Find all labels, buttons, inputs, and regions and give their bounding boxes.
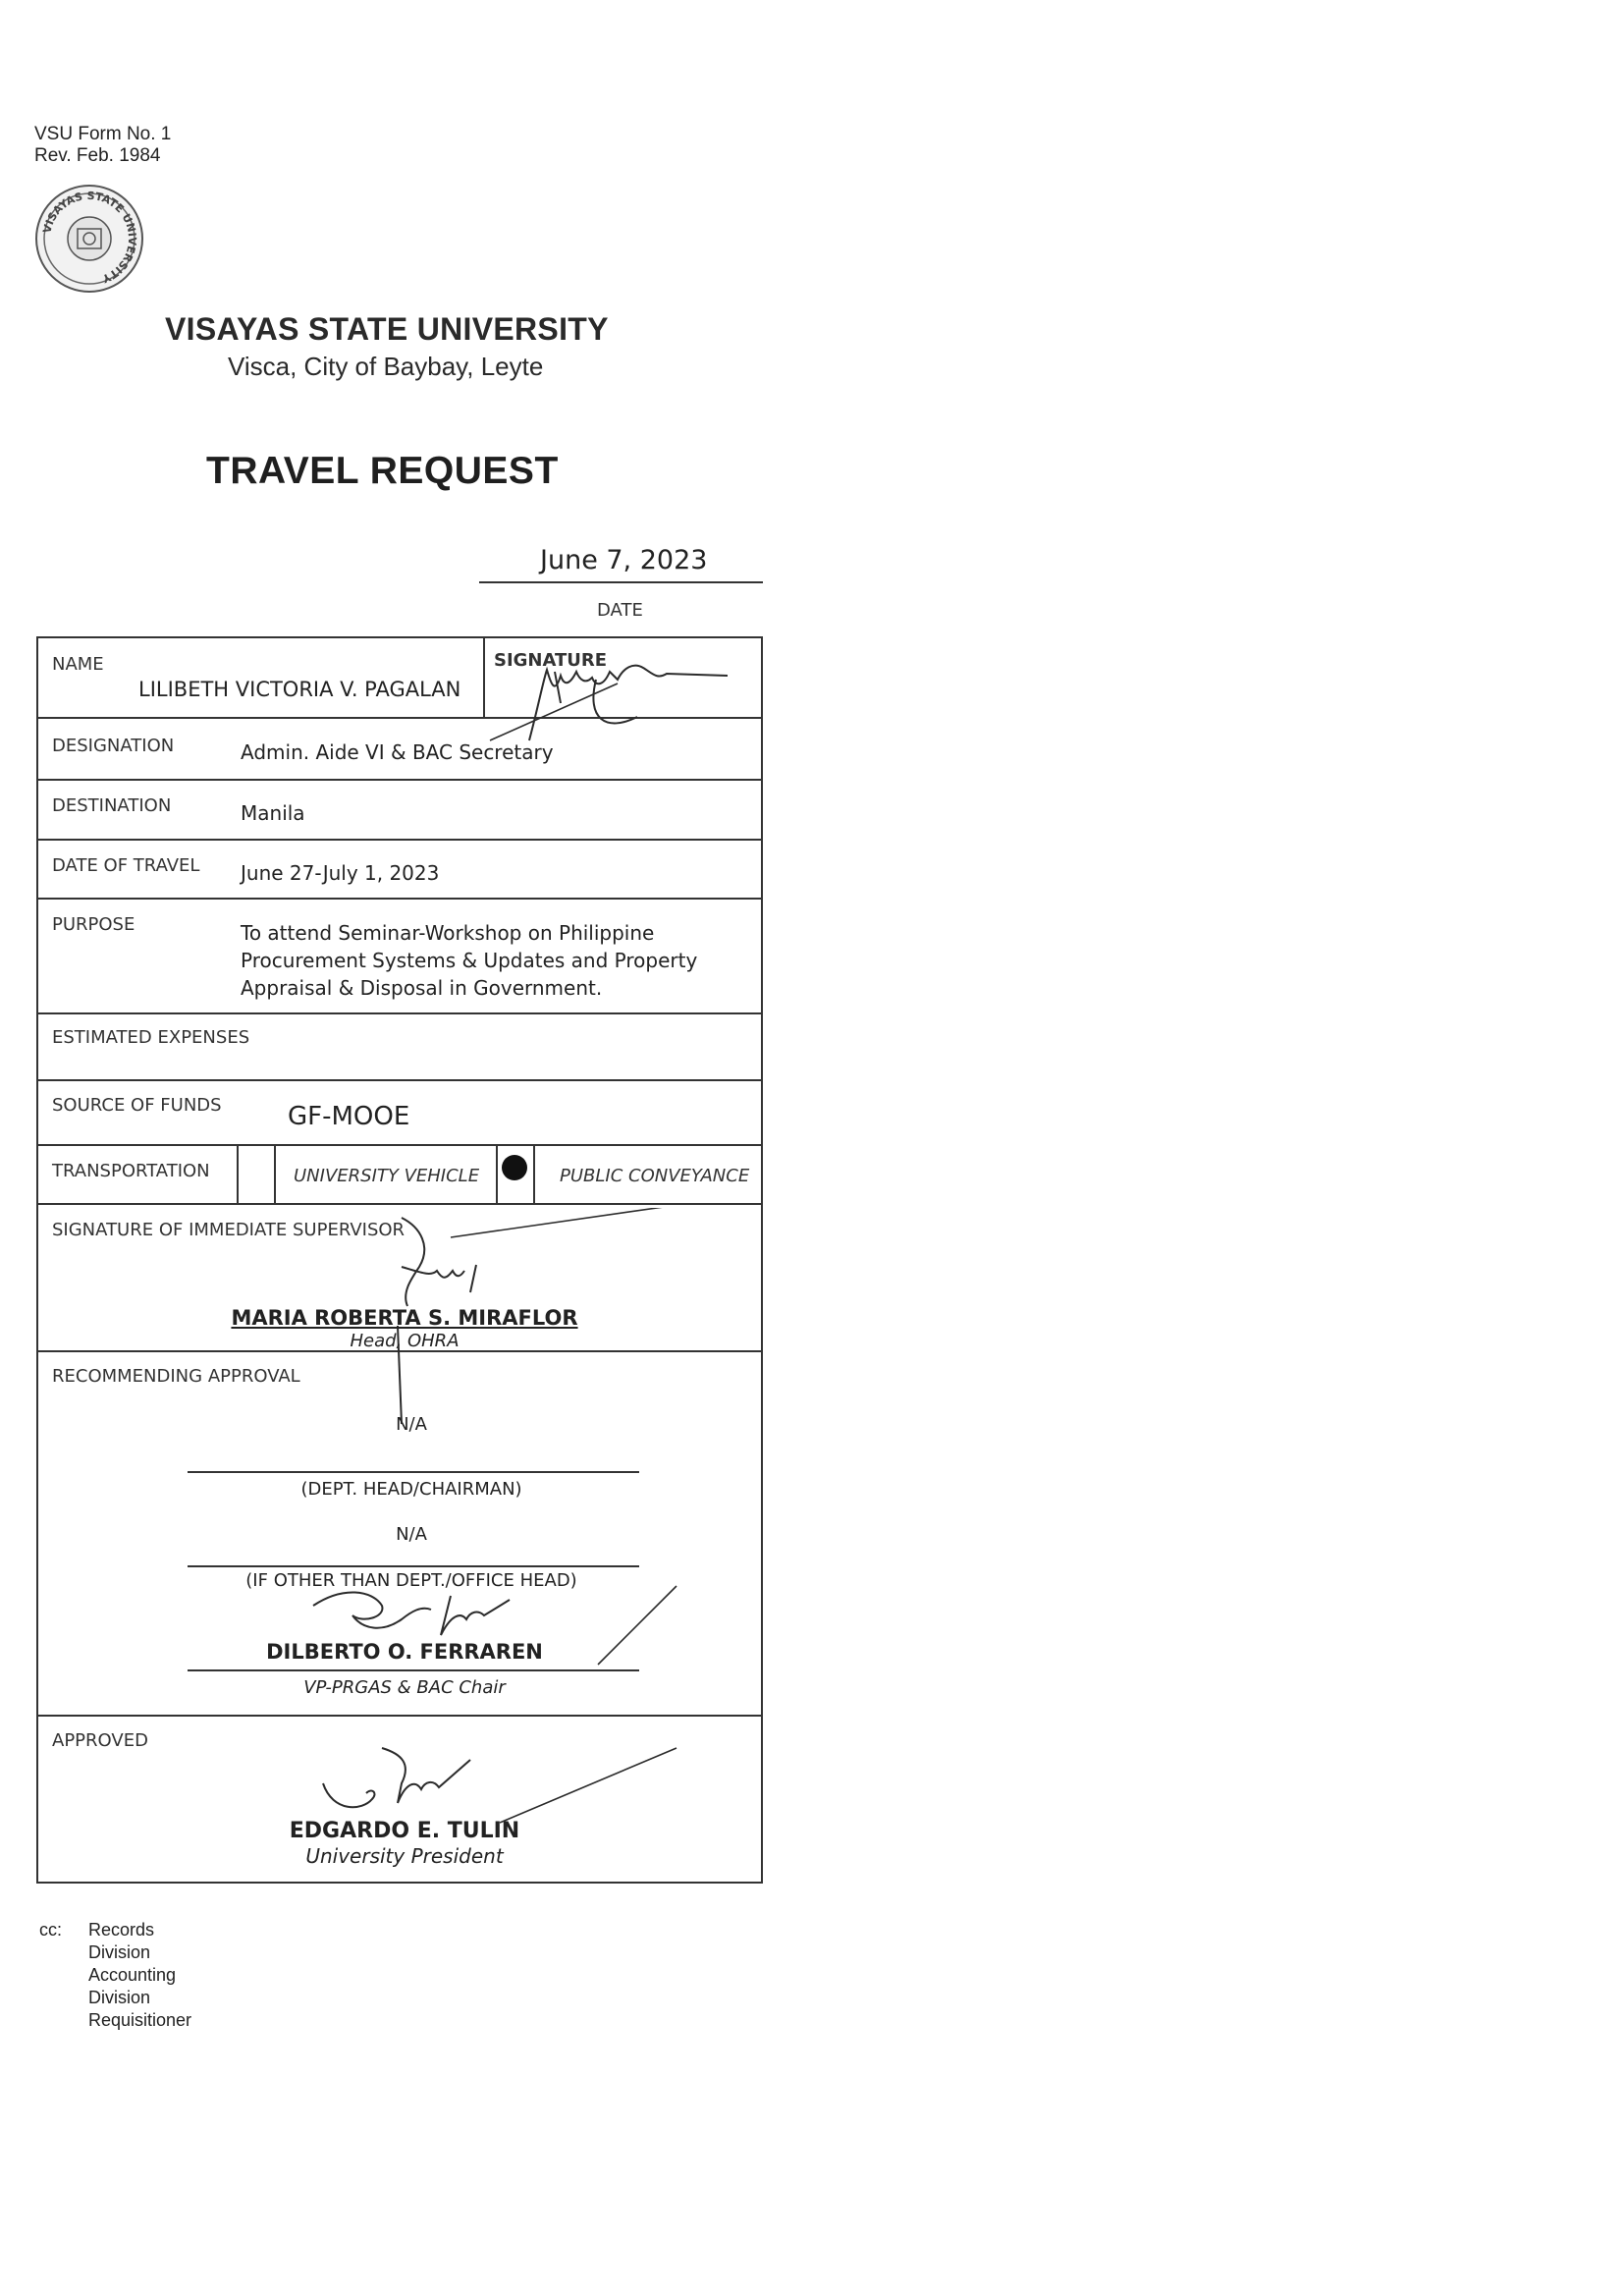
cc-label: cc: bbox=[39, 1920, 63, 1940]
cc-item-requisitioner: Requisitioner bbox=[88, 2010, 192, 2030]
transport-cell-divider bbox=[274, 1144, 276, 1203]
dept-head-value: N/A bbox=[396, 1414, 427, 1435]
row-divider bbox=[38, 1079, 761, 1081]
date-of-travel-value: June 27-July 1, 2023 bbox=[241, 861, 440, 885]
source-of-funds-label: SOURCE OF FUNDS bbox=[52, 1095, 222, 1116]
date-underline bbox=[479, 581, 763, 583]
recommender-line bbox=[188, 1669, 639, 1671]
document-title: TRAVEL REQUEST bbox=[206, 450, 559, 492]
university-vehicle-option: UNIVERSITY VEHICLE bbox=[294, 1166, 480, 1186]
cc-list bbox=[88, 1919, 191, 2032]
supervisor-title: Head, OHRA bbox=[350, 1331, 460, 1351]
public-conveyance-checkmark-icon bbox=[502, 1155, 527, 1180]
destination-value: Manila bbox=[241, 801, 305, 825]
row-divider bbox=[38, 779, 761, 781]
date-of-travel-label: DATE OF TRAVEL bbox=[52, 855, 200, 876]
recommender-signature-icon bbox=[303, 1576, 696, 1684]
seal-text: VISAYAS STATE UNIVERSITY bbox=[40, 189, 139, 286]
transport-cell-divider bbox=[533, 1144, 535, 1203]
supervisor-label: SIGNATURE OF IMMEDIATE SUPERVISOR bbox=[52, 1220, 406, 1240]
row-divider bbox=[38, 1144, 761, 1146]
row-divider bbox=[38, 1715, 761, 1717]
signature-label: SIGNATURE bbox=[494, 650, 608, 671]
date-value: June 7, 2023 bbox=[540, 545, 708, 575]
office-head-caption: (IF OTHER THAN DEPT./OFFICE HEAD) bbox=[245, 1570, 577, 1591]
source-of-funds-value: GF-MOOE bbox=[288, 1102, 410, 1131]
purpose-label: PURPOSE bbox=[52, 914, 135, 935]
supervisor-name: MARIA ROBERTA S. MIRAFLOR bbox=[231, 1306, 578, 1330]
form-revision-line: Rev. Feb. 1984 bbox=[34, 145, 161, 166]
cc-item-accounting: Accounting Division bbox=[88, 1965, 177, 2007]
dept-head-line bbox=[188, 1471, 639, 1473]
approved-label: APPROVED bbox=[52, 1730, 148, 1751]
cc-block bbox=[39, 1919, 192, 2030]
name-value: LILIBETH VICTORIA V. PAGALAN bbox=[138, 678, 461, 701]
recommender-name: DILBERTO O. FERRAREN bbox=[266, 1640, 543, 1664]
transport-cell-divider bbox=[237, 1144, 239, 1203]
transportation-label: TRANSPORTATION bbox=[52, 1161, 210, 1181]
row-divider bbox=[38, 898, 761, 900]
recommender-title: VP-PRGAS & BAC Chair bbox=[303, 1677, 506, 1698]
approver-title: University President bbox=[305, 1844, 504, 1868]
office-head-value: N/A bbox=[396, 1524, 427, 1545]
approver-name: EDGARDO E. TULIN bbox=[289, 1819, 520, 1843]
university-address: Visca, City of Baybay, Leyte bbox=[228, 352, 544, 381]
university-name: VISAYAS STATE UNIVERSITY bbox=[165, 311, 609, 347]
recommending-approval-label: RECOMMENDING APPROVAL bbox=[52, 1366, 300, 1387]
name-label: NAME bbox=[52, 654, 104, 675]
travel-request-form bbox=[36, 636, 763, 1884]
cc-item-records: Records Division bbox=[88, 1920, 155, 1962]
row-divider bbox=[38, 839, 761, 841]
designation-value: Admin. Aide VI & BAC Secretary bbox=[241, 740, 554, 764]
form-number bbox=[34, 124, 171, 167]
date-label: DATE bbox=[597, 600, 643, 621]
estimated-expenses-label: ESTIMATED EXPENSES bbox=[52, 1027, 250, 1048]
requester-signature-icon bbox=[470, 625, 765, 752]
office-head-line bbox=[188, 1565, 639, 1567]
destination-label: DESTINATION bbox=[52, 795, 172, 816]
form-number-line1: VSU Form No. 1 bbox=[34, 124, 172, 144]
purpose-value: To attend Seminar-Workshop on Philippine Procurement Systems & Updates and Property Appraisal & Disposal in Government. bbox=[241, 921, 698, 1000]
transport-cell-divider bbox=[496, 1144, 498, 1203]
row-divider bbox=[38, 1203, 761, 1205]
university-seal-icon bbox=[34, 184, 144, 294]
public-conveyance-option: PUBLIC CONVEYANCE bbox=[560, 1166, 750, 1186]
row-divider bbox=[38, 1012, 761, 1014]
dept-head-caption: (DEPT. HEAD/CHAIRMAN) bbox=[300, 1479, 522, 1500]
designation-label: DESIGNATION bbox=[52, 736, 175, 756]
